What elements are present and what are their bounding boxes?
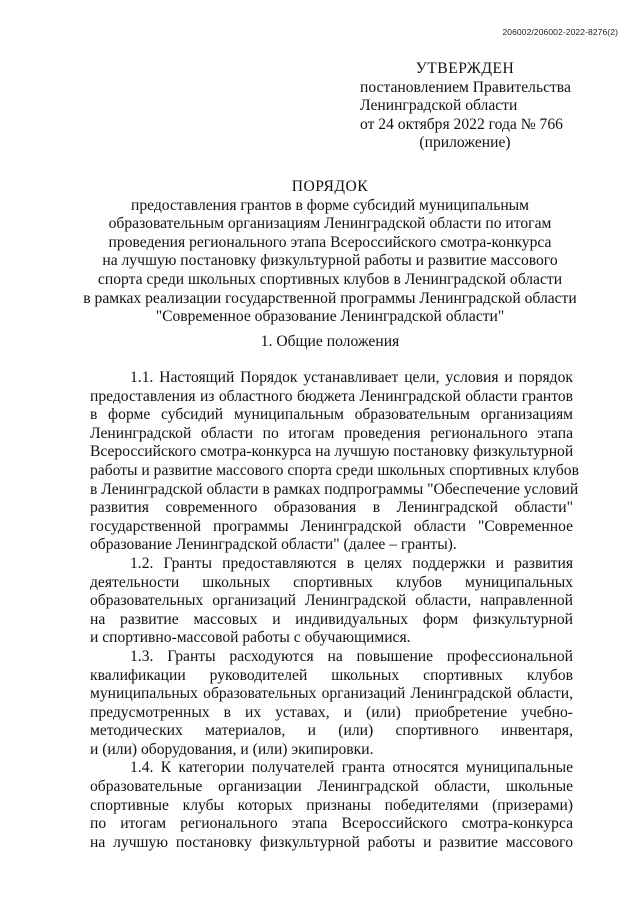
text-line: методических материалов, и (или) спортивного инвентаря, [90, 722, 573, 740]
text-line: квалификации руководителей школьных спортивных клубов [90, 666, 573, 684]
text-line: образование Ленинградской области" (далее – гранты). [90, 536, 457, 554]
text-line: и спортивно-массовой работы с обучающимися. [90, 629, 411, 647]
text-line: Ленинградской области по итогам проведения регионального этапа [90, 424, 573, 442]
document-title: ПОРЯДОК [291, 178, 369, 195]
document-subtitle-line: образовательным организациям Ленинградской области по итогам [108, 215, 552, 233]
text-line: государственной программы Ленинградской области "Современное [90, 517, 573, 535]
registration-number: 206002/206002-2022-8276(2) [502, 27, 618, 37]
paragraph-1-3 [90, 648, 573, 760]
text-line: деятельности школьных спортивных клубов муниципальных [90, 573, 573, 591]
text-line: 1.4. К категории получателей гранта относятся муниципальные [130, 759, 573, 777]
paragraph-1-1 [90, 369, 579, 555]
text-line: работы и развитие массового спорта среди школьных спортивных клубов [90, 461, 579, 479]
text-line: образовательные организации Ленинградской области, школьные [90, 778, 573, 796]
text-line: в форме субсидий муниципальным образовательным организациям [90, 406, 573, 424]
text-line: муниципальных образовательных организаций Ленинградской области, [90, 685, 573, 703]
document-subtitle-line: в рамках реализации государственной программы Ленинградской области [83, 289, 577, 307]
text-line: 1.3. Гранты расходуются на повышение профессиональной [130, 647, 573, 665]
text-line: развития современного образования в Ленинградской области" [90, 499, 573, 517]
approval-stamp-block [360, 60, 570, 153]
document-body [90, 369, 579, 852]
text-line: Всероссийского смотра-конкурса на лучшую постановку физкультурной [90, 443, 574, 461]
text-line: образовательных организаций Ленинградской области, направленной [90, 592, 573, 610]
approval-line: от 24 октября 2022 года № 766 [360, 115, 563, 133]
document-subtitle-line: проведения регионального этапа Всероссийского смотра-конкурса [108, 233, 552, 251]
text-line: на развитие массовых и индивидуальных форм физкультурной [90, 610, 573, 628]
text-line: на лучшую постановку физкультурной работы и развитие массового [90, 833, 573, 851]
approval-line: постановлением Правительства [360, 78, 571, 96]
paragraph-1-2 [90, 555, 573, 648]
text-line: 1.1. Настоящий Порядок устанавливает цели, условия и порядок [130, 369, 573, 386]
document-title-block [80, 178, 580, 327]
document-subtitle-line: на лучшую постановку физкультурной работы и развитие массового [102, 252, 558, 270]
approval-appendix: (приложение) [419, 134, 511, 152]
text-line: по итогам регионального этапа Всероссийского смотра-конкурса [90, 815, 573, 833]
text-line: предусмотренных в их уставах, и (или) приобретение учебно- [90, 703, 573, 721]
text-line: 1.2. Гранты предоставляются в целях поддержки и развития [130, 554, 573, 572]
text-line: предоставления из областного бюджета Ленинградской области грантов [90, 387, 573, 405]
document-subtitle-line: "Современное образование Ленинградской области" [155, 308, 505, 326]
section-heading: 1. Общие положения [260, 333, 400, 350]
text-line: в Ленинградской области в рамках подпрограммы "Обеспечение условий [90, 480, 579, 498]
paragraph-1-4 [90, 759, 573, 852]
text-line: и (или) оборудования, и (или) экипировки. [90, 740, 374, 758]
document-subtitle-line: предоставления грантов в форме субсидий муниципальным [130, 196, 530, 214]
approval-line: Ленинградской области [360, 97, 518, 115]
document-subtitle-line: спорта среди школьных спортивных клубов в Ленинградской области [97, 270, 563, 288]
approval-title: УТВЕРЖДЕН [415, 60, 515, 77]
text-line: спортивные клубы которых признаны победителями (призерами) [90, 796, 573, 814]
